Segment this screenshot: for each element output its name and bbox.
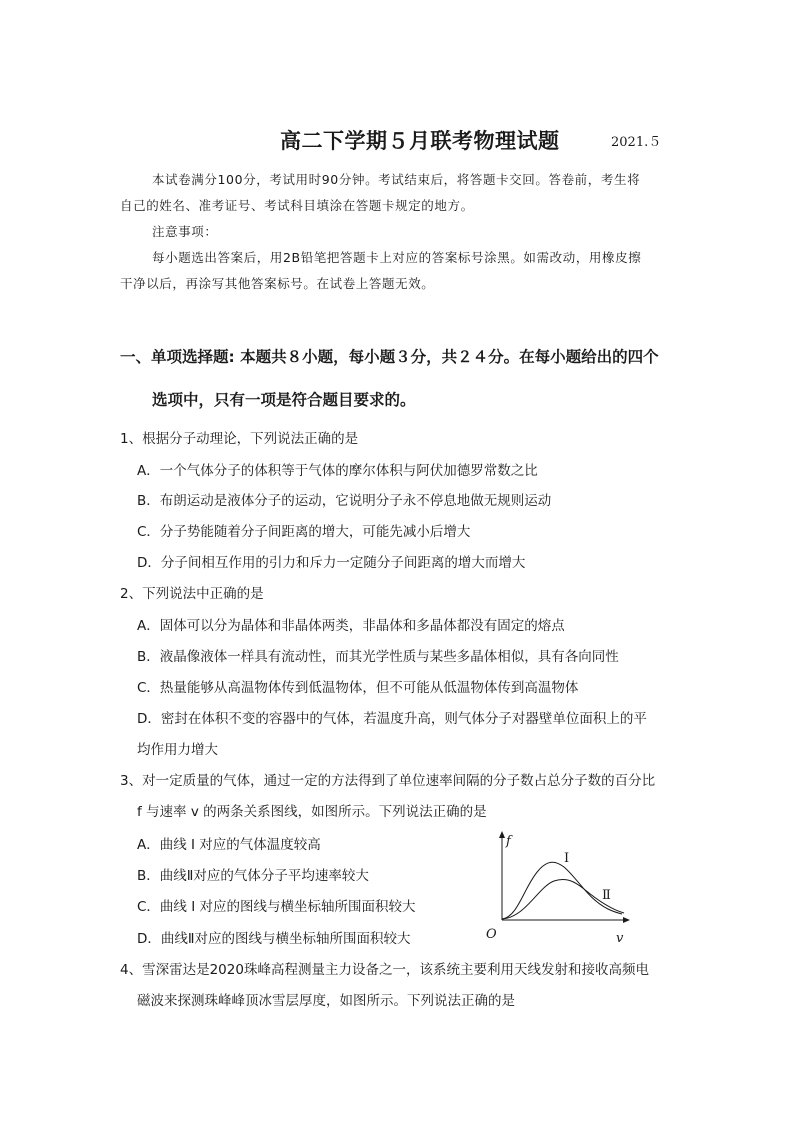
option-c: C．热量能够从高温物体传到低温物体，但不可能从低温物体传到高温物体: [137, 680, 579, 696]
question-stem: 3、对一定质量的气体，通过一定的方法得到了单位速率间隔的分子数占总分子数的百分比: [120, 773, 656, 789]
y-axis-arrow: [499, 831, 505, 838]
origin-label: O: [486, 927, 497, 942]
option-c: C．曲线 I 对应的图线与横坐标轴所围面积较大: [137, 899, 416, 915]
question-stem: 4、雪深雷达是2020珠峰高程测量主力设备之一，该系统主要利用天线发射和接收高频电: [120, 962, 649, 978]
option-d: D．分子间相互作用的引力和斥力一定随分子间距离的增大而增大: [137, 555, 526, 571]
instruction-line: 自己的姓名、准考证号、考试科目填涂在答题卡规定的地方。: [120, 198, 474, 213]
instruction-line: 干净以后，再涂写其他答案标号。在试卷上答题无效。: [120, 276, 435, 291]
instruction-line: 本试卷满分100分，考试用时90分钟。考试结束后，将答题卡交回。答卷前，考生将: [152, 172, 641, 187]
question-stem-continued: 磁波来探测珠峰峰顶冰雪层厚度，如图所示。下列说法正确的是: [137, 993, 515, 1009]
velocity-distribution-graph: [478, 825, 638, 950]
section-title-line: 一、单项选择题: 本题共８小题，每小题３分，共２４分。在每小题给出的四个: [120, 348, 659, 366]
option-d: D．曲线Ⅱ对应的图线与横坐标轴所围面积较大: [137, 931, 411, 947]
question-stem: 1、根据分子动理论，下列说法正确的是: [120, 431, 359, 447]
option-d: D．密封在体积不变的容器中的气体，若温度升高，则气体分子对器壁单位面积上的平: [137, 711, 647, 727]
x-axis-arrow: [623, 917, 630, 923]
curve-1-label: I: [564, 851, 570, 866]
instruction-line: 每小题选出答案后，用2B铅笔把答题卡上对应的答案标号涂黑。如需改动，用橡皮擦: [152, 250, 642, 265]
question-stem-continued: f 与速率 v 的两条关系图线，如图所示。下列说法正确的是: [137, 804, 487, 820]
option-b: B．布朗运动是液体分子的运动，它说明分子永不停息地做无规则运动: [137, 493, 552, 509]
option-d-continued: 均作用力增大: [137, 742, 218, 758]
option-a: A．曲线 I 对应的气体温度较高: [137, 837, 321, 853]
option-a: A．一个气体分子的体积等于气体的摩尔体积与阿伏加德罗常数之比: [137, 463, 538, 479]
question-stem: 2、下列说法中正确的是: [120, 586, 264, 602]
section-title-line: 选项中，只有一项是符合题目要求的。: [152, 391, 416, 409]
option-b: B．曲线Ⅱ对应的气体分子平均速率较大: [137, 868, 369, 884]
option-a: A．固体可以分为晶体和非晶体两类，非晶体和多晶体都没有固定的熔点: [137, 618, 565, 634]
option-b: B．液晶像液体一样具有流动性，而其光学性质与某些多晶体相似，具有各向同性: [137, 649, 619, 665]
x-axis-label: v: [616, 931, 624, 946]
notice-label: 注意事项：: [152, 224, 218, 239]
exam-title: 高二下学期５月联考物理试题: [280, 129, 560, 153]
curve-2-label: Ⅱ: [602, 888, 611, 903]
option-c: C．分子势能随着分子间距离的增大，可能先减小后增大: [137, 524, 471, 540]
exam-date: 2021.５: [611, 135, 662, 150]
y-axis-label: f: [506, 834, 511, 849]
